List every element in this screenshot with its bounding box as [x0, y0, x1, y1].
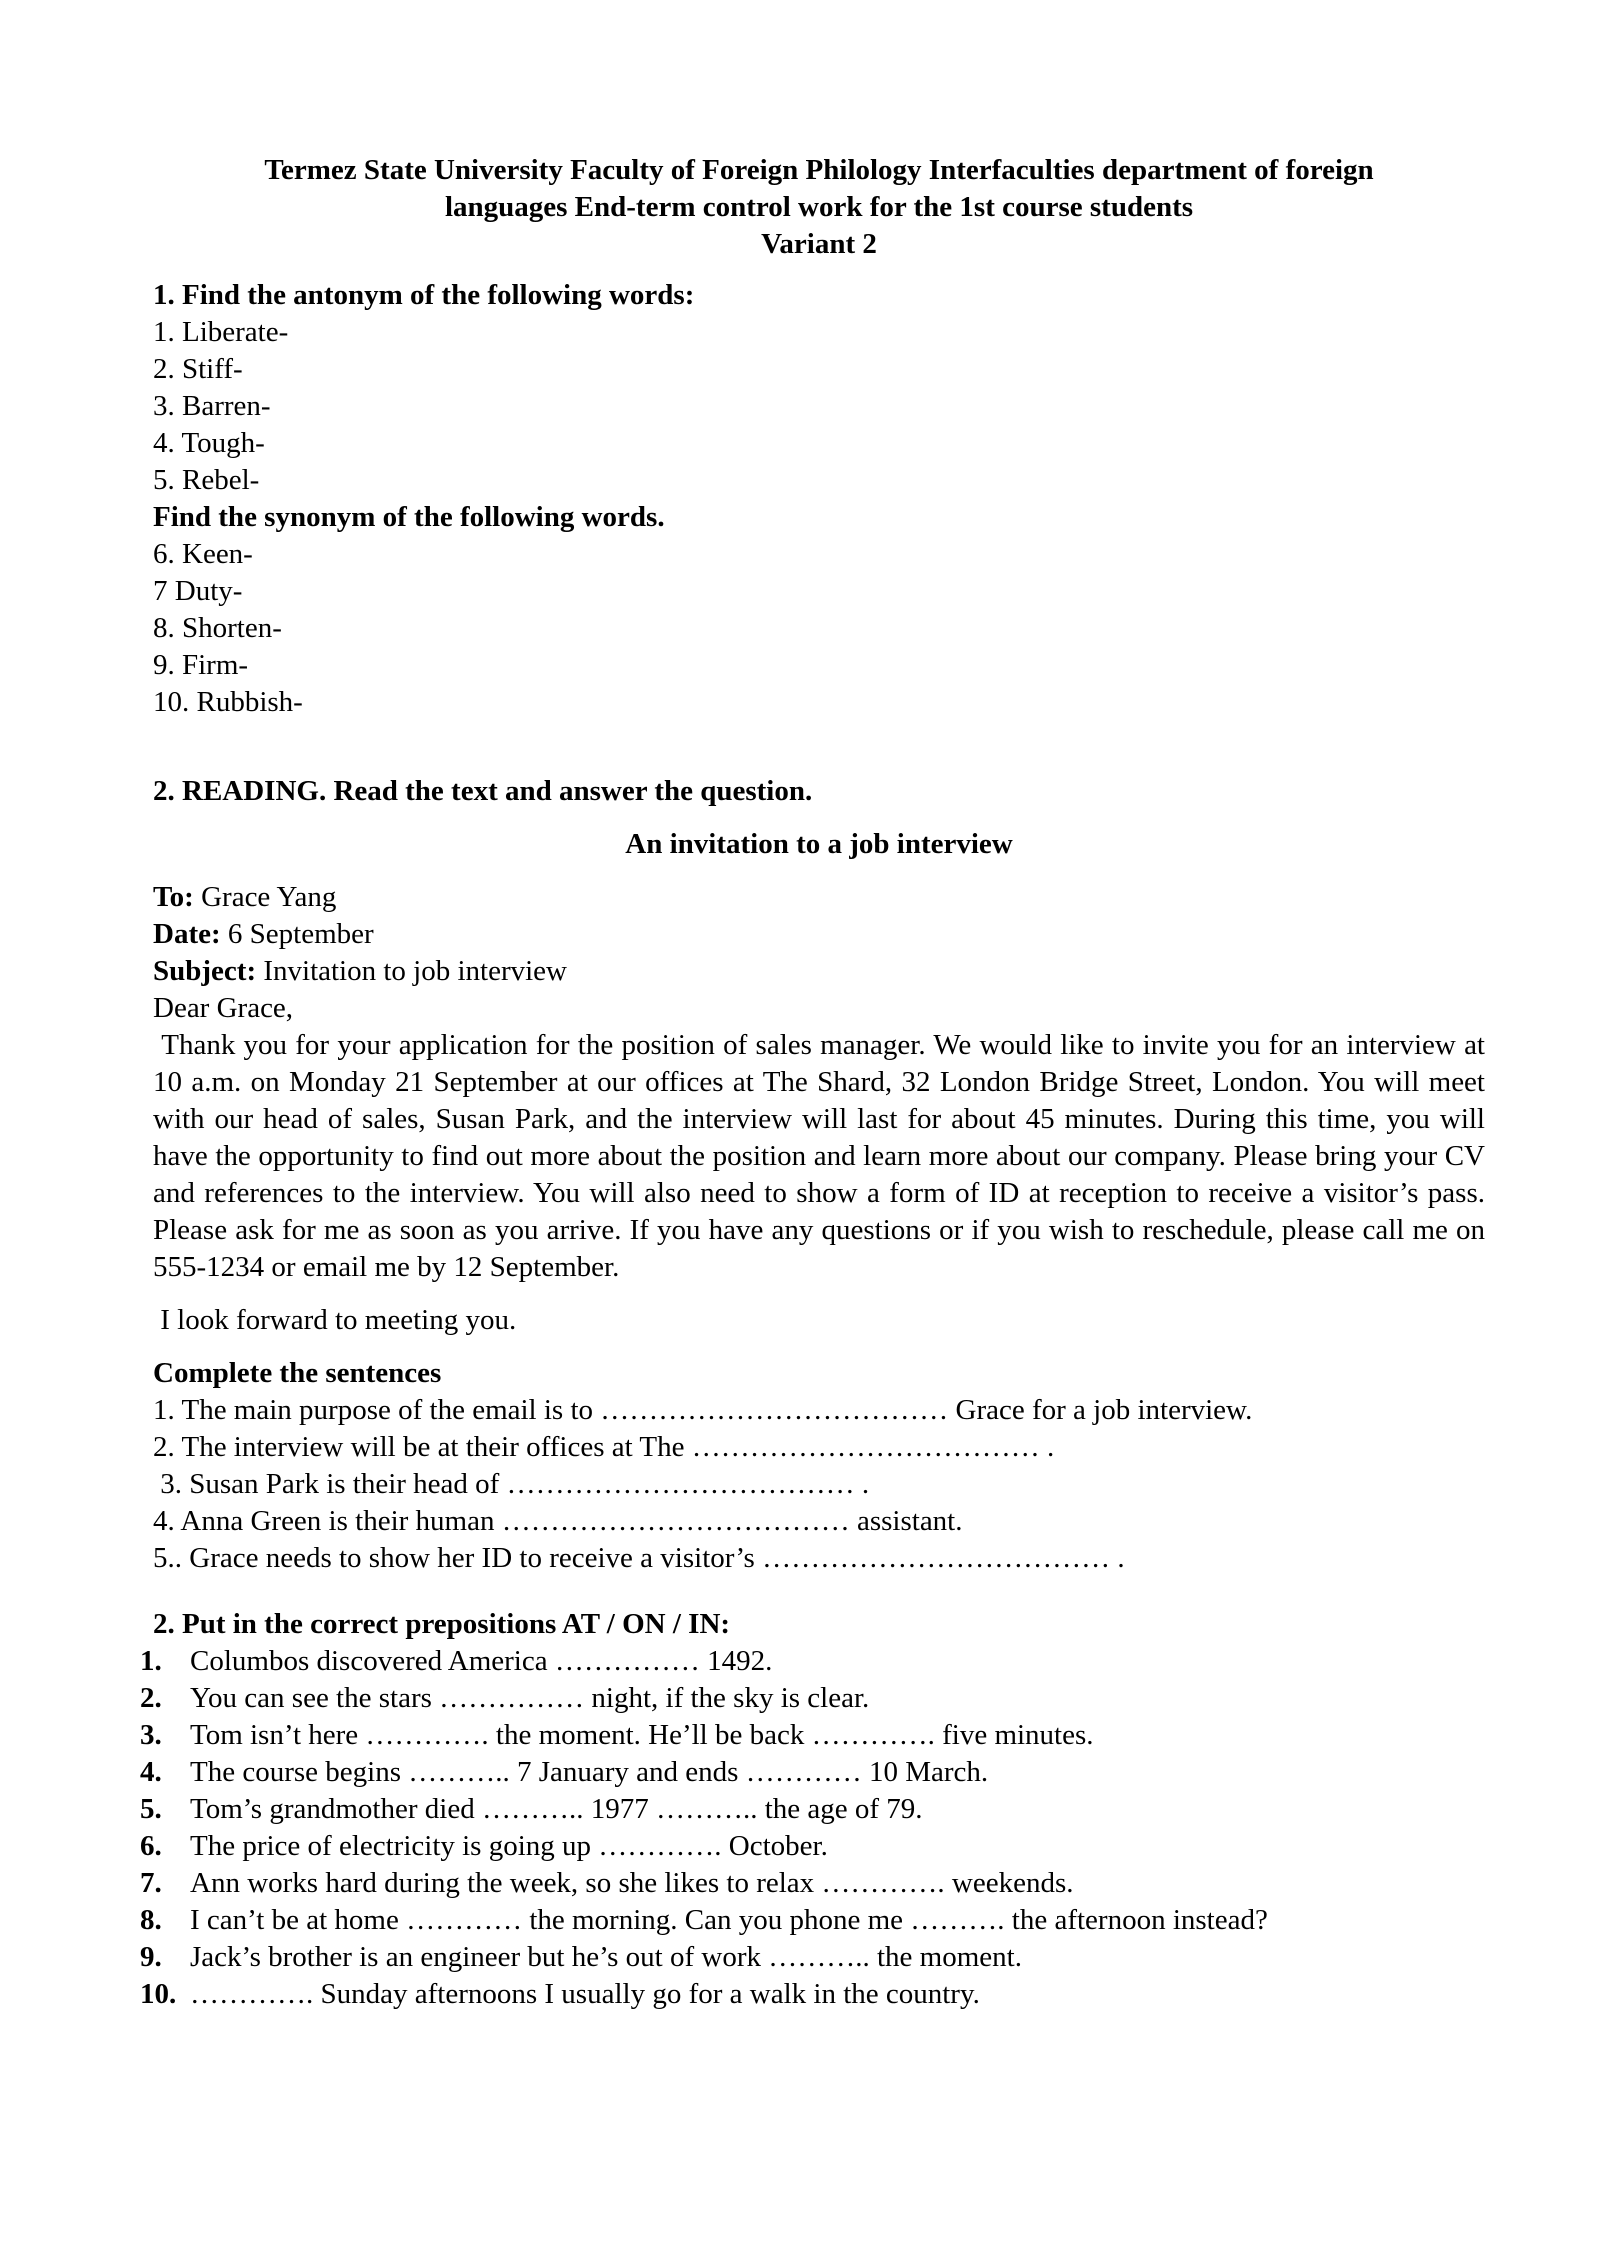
- item-text: Columbos discovered America …………… 1492.: [190, 1645, 773, 1677]
- email-greeting: Dear Grace,: [153, 992, 294, 1024]
- item-text: Tom’s grandmother died ……….. 1977 ……….. the age of 79.: [190, 1793, 923, 1825]
- email-body: Thank you for your application for the position of sales manager. We would like to invite you for an interview at 10 a.m. on Monday 21 September at our offices at The Shard, 32 London Bridge Street, London. You will meet with our head of sales, Susan Park, and the interview will last for about 45 minutes. During this time, you will have the opportunity to find out more about the position and learn more about our company. Please bring your CV and references to the interview. You will also need to show a form of ID at reception to receive a visitor’s pass. Please ask for me as soon as you arrive. If you have any questions or if you wish to reschedule, please call me on 555-1234 or email me by 12 September.: [153, 1029, 1493, 1283]
- complete-sentences-title: Complete the sentences: [153, 1357, 442, 1389]
- synonym-item: 6. Keen-: [153, 538, 253, 570]
- list-item: [140, 1754, 1485, 1791]
- antonym-item: 4. Tough-: [153, 427, 265, 459]
- list-item: [140, 1902, 1485, 1939]
- item-number: 3.: [140, 1719, 162, 1751]
- section-reading: [153, 773, 1493, 1577]
- item-text: You can see the stars …………… night, if the sky is clear.: [190, 1682, 870, 1714]
- sentence-item: 3. Susan Park is their head of ……………………………… .: [153, 1468, 870, 1500]
- email-date-label: Date:: [153, 918, 221, 950]
- email-date-value: 6 September: [220, 918, 374, 950]
- email-subject-line: [153, 953, 1485, 990]
- document-header: [153, 152, 1485, 263]
- item-text: Tom isn’t here …………. the moment. He’ll be back …………. five minutes.: [190, 1719, 1094, 1751]
- synonym-item: 8. Shorten-: [153, 612, 282, 644]
- item-number: 1.: [140, 1645, 162, 1677]
- list-item: [140, 1680, 1485, 1717]
- sentence-item: 1. The main purpose of the email is to ……………………………… Grace for a job interview.: [153, 1394, 1253, 1426]
- reading-text-title: An invitation to a job interview: [625, 828, 1013, 860]
- item-number: 5.: [140, 1793, 162, 1825]
- email-to-line: [153, 879, 1485, 916]
- list-item: [140, 1865, 1485, 1902]
- sentence-item: 5.. Grace needs to show her ID to receive a visitor’s ……………………………… .: [153, 1542, 1125, 1574]
- antonym-item: 1. Liberate-: [153, 316, 289, 348]
- email-to-value: Grace Yang: [193, 881, 337, 913]
- synonym-task-title: Find the synonym of the following words.: [153, 501, 665, 533]
- item-text: Ann works hard during the week, so she likes to relax …………. weekends.: [190, 1867, 1074, 1899]
- item-text: Jack’s brother is an engineer but he’s out of work ……….. the moment.: [190, 1941, 1022, 1973]
- email-to-label: To:: [153, 881, 194, 913]
- antonym-item: 5. Rebel-: [153, 464, 260, 496]
- email-closing: I look forward to meeting you.: [153, 1304, 517, 1336]
- list-item: [140, 1976, 1485, 2013]
- list-item: [140, 1643, 1485, 1680]
- prepositions-task-title: 2. Put in the correct prepositions AT / ON / IN:: [153, 1608, 731, 1640]
- item-number: 7.: [140, 1867, 162, 1899]
- list-item: [140, 1717, 1485, 1754]
- antonym-item: 3. Barren-: [153, 390, 271, 422]
- item-number: 2.: [140, 1682, 162, 1714]
- email-date-line: [153, 916, 1485, 953]
- email-subject-value: Invitation to job interview: [256, 955, 567, 987]
- section-prepositions: [140, 1606, 1485, 2013]
- header-line-1: Termez State University Faculty of Foreign Philology Interfaculties department of foreign: [264, 154, 1374, 186]
- list-item: [140, 1939, 1485, 1976]
- item-text: …………. Sunday afternoons I usually go for a walk in the country.: [190, 1978, 980, 2010]
- email-subject-label: Subject:: [153, 955, 257, 987]
- header-line-2: languages End-term control work for the 1st course students: [444, 191, 1194, 223]
- list-item: [140, 1791, 1485, 1828]
- item-number: 8.: [140, 1904, 162, 1936]
- item-number: 6.: [140, 1830, 162, 1862]
- item-text: I can’t be at home ………… the morning. Can you phone me ………. the afternoon instead?: [190, 1904, 1268, 1936]
- item-text: The course begins ……….. 7 January and ends ………… 10 March.: [190, 1756, 989, 1788]
- header-variant: Variant 2: [761, 228, 877, 260]
- synonym-item: 7 Duty-: [153, 575, 243, 607]
- item-number: 9.: [140, 1941, 162, 1973]
- synonym-item: 10. Rubbish-: [153, 686, 303, 718]
- sentence-item: 4. Anna Green is their human ……………………………… assistant.: [153, 1505, 963, 1537]
- reading-task-title: 2. READING. Read the text and answer the question.: [153, 775, 813, 807]
- sentence-item: 2. The interview will be at their offices at The ……………………………… .: [153, 1431, 1055, 1463]
- prepositions-list: [140, 1643, 1485, 2013]
- list-item: [140, 1828, 1485, 1865]
- antonym-item: 2. Stiff-: [153, 353, 243, 385]
- document-page: [140, 152, 1493, 2013]
- synonym-item: 9. Firm-: [153, 649, 249, 681]
- item-text: The price of electricity is going up …………. October.: [190, 1830, 828, 1862]
- section-vocabulary: [153, 277, 1485, 721]
- item-number: 10.: [140, 1978, 177, 2010]
- item-number: 4.: [140, 1756, 162, 1788]
- antonym-task-title: 1. Find the antonym of the following words:: [153, 279, 695, 311]
